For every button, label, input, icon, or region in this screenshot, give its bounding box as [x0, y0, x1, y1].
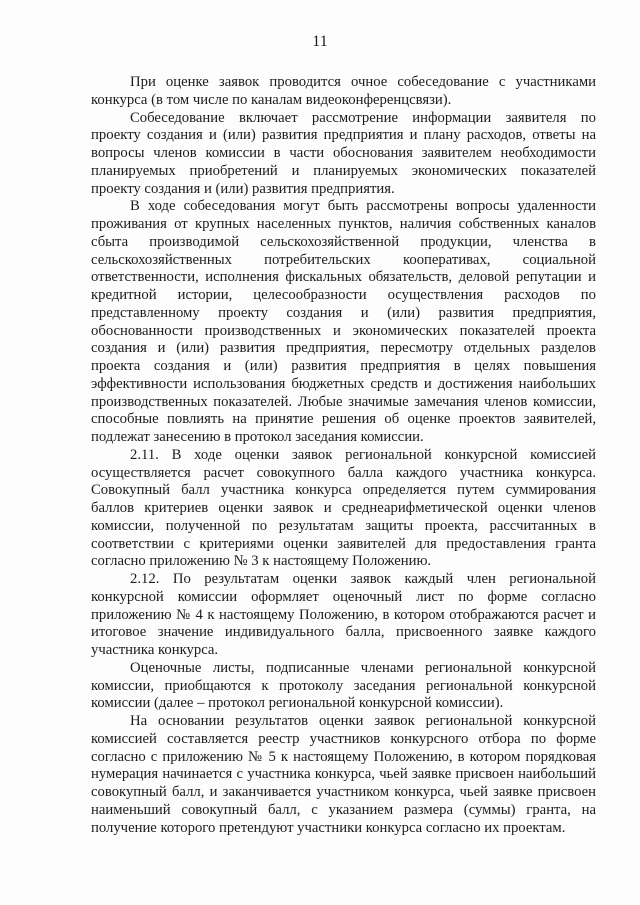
- paragraph-2-11: 2.11. В ходе оценки заявок региональной конкурсной комиссией осуществляется расчет совокупного балла каждого участника конкурса. Совокупный балл участника конкурса определяется путем суммирования баллов критериев оценки заявок и среднеарифметической оценки членов комиссии, полученной по результатам защиты проекта, рассчитанных в соответствии с критериями оценки заявителей для предоставления гранта согласно приложению № 3 к настоящему Положению.: [91, 446, 596, 570]
- paragraph-interview-content: Собеседование включает рассмотрение информации заявителя по проекту создания и (или) развития предприятия и плану расходов, ответы на вопросы членов комиссии в части обоснования заявителем необходимости планируемых приобретений и планируемых экономических показателей проекту создания и (или) развития предприятия.: [91, 109, 596, 197]
- document-body: [91, 74, 596, 837]
- paragraph-interview-questions: В ходе собеседования могут быть рассмотрены вопросы удаленности проживания от крупных населенных пунктов, наличия собственных каналов сбыта производимой сельскохозяйственной продукции, членства в сельскохозяйственных потребительских кооперативах, социальной ответственности, исполнения фискальных обязательств, деловой репутации и кредитной истории, целесообразности осуществления расходов по представленному проекту создания и (или) развития предприятия, обоснованности производственных и экономических показателей проекта создания и (или) развития предприятия, пересмотру отдельных разделов проекта создания и (или) развития предприятия в целях повышения эффективности использования бюджетных средств и достижения наибольших производственных показателей. Любые значимые замечания членов комиссии, способные повлиять на принятие решения об оценке проектов заявителей, подлежат занесению в протокол заседания комиссии.: [91, 198, 596, 445]
- paragraph-evaluation-sheets: Оценочные листы, подписанные членами региональной конкурсной комиссии, приобщаются к протоколу заседания региональной конкурсной комиссии (далее – протокол региональной конкурсной комиссии).: [91, 659, 596, 712]
- paragraph-registry: На основании результатов оценки заявок региональной конкурсной комиссией составляется реестр участников конкурсного отбора по форме согласно с приложению № 5 к настоящему Положению, в котором порядковая нумерация начинается с участника конкурса, чьей заявке присвоен наибольший совокупный балл, и заканчивается участником конкурса, чьей заявке присвоен наименьший совокупный балл, с указанием размера (суммы) гранта, на получение которого претендуют участники конкурса согласно их проектам.: [91, 713, 596, 836]
- paragraph-interview: При оценке заявок проводится очное собеседование с участниками конкурса (в том числе по каналам видеоконференцсвязи).: [91, 74, 596, 108]
- paragraph-2-12: 2.12. По результатам оценки заявок каждый член региональной конкурсной комиссии оформляет оценочный лист по форме согласно приложению № 4 к настоящему Положению, в котором отображаются расчет и итоговое значение индивидуального балла, присвоенного заявке каждого участника конкурса.: [91, 571, 596, 658]
- page-number: 11: [312, 33, 328, 50]
